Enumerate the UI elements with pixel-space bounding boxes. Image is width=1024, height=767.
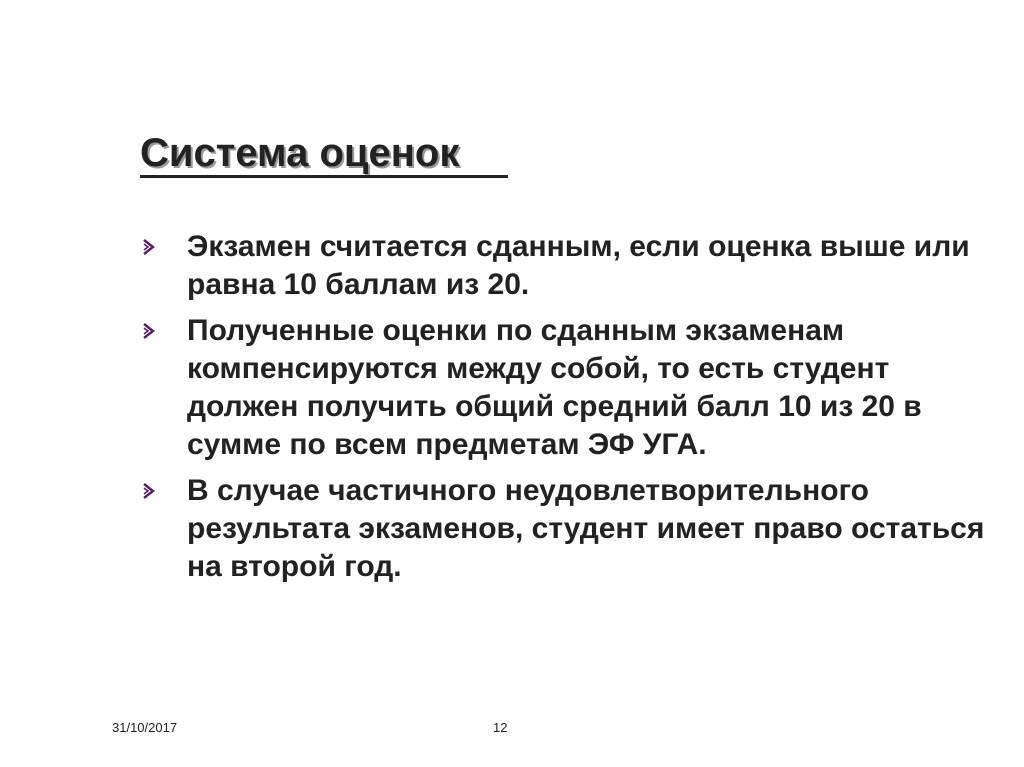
chevron-right-icon bbox=[142, 481, 156, 501]
footer-date: 31/10/2017 bbox=[112, 720, 178, 735]
bullet-item bbox=[140, 312, 1000, 464]
slide-title: Система оценок bbox=[140, 131, 460, 175]
bullet-item bbox=[140, 472, 1000, 586]
bullet-text: В случае частичного неудовлетворительного результата экзаменов, студент имеет право остаться на второй год. bbox=[187, 474, 985, 583]
chevron-right-icon bbox=[142, 321, 156, 341]
bullet-item bbox=[140, 228, 1000, 304]
title-underline bbox=[140, 175, 508, 178]
bullet-list bbox=[140, 228, 1000, 594]
bullet-text: Полученные оценки по сданным экзаменам компенсируются между собой, то есть студент должен получить общий средний балл 10 из 20 в сумме по всем предметам ЭФ УГА. bbox=[187, 314, 922, 461]
page-number: 12 bbox=[493, 720, 508, 735]
chevron-right-icon bbox=[142, 237, 156, 257]
bullet-text: Экзамен считается сданным, если оценка выше или равна 10 баллам из 20. bbox=[187, 230, 970, 301]
